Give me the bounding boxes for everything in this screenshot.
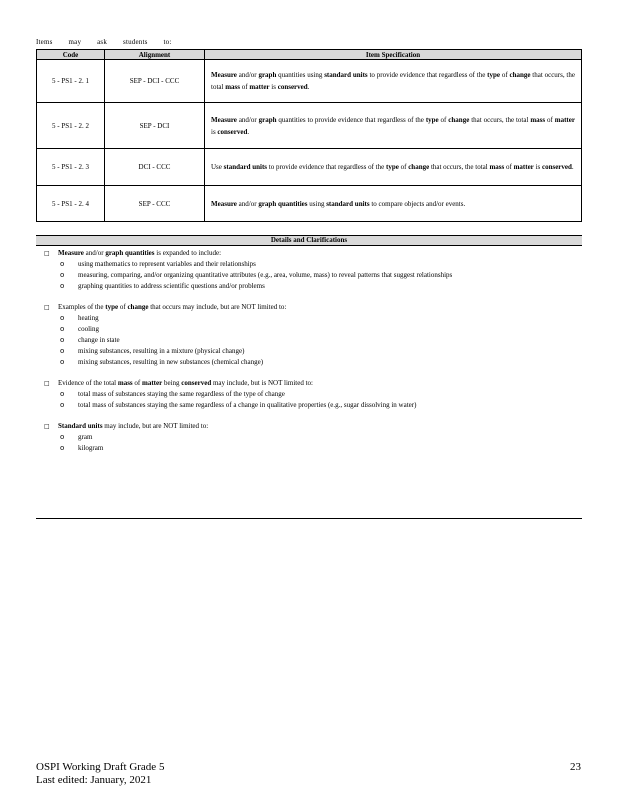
list-item [36, 389, 582, 400]
intro-word: to: [163, 38, 172, 46]
intro-word: Items [36, 38, 53, 46]
circle-bullet-icon: o [60, 433, 65, 441]
details-section [36, 421, 582, 454]
section-title [36, 378, 582, 389]
details-section [36, 248, 582, 292]
spec-cell: Measure and/or graph quantities using standard units to provide evidence that regardless of the type of change that occurs, the total mass of matter is conserved. [205, 60, 582, 103]
footer [36, 761, 164, 787]
list-item [36, 346, 582, 357]
list-item [36, 432, 582, 443]
spec-cell: Measure and/or graph quantities using standard units to compare objects and/or events. [205, 186, 582, 222]
circle-bullet-icon: o [60, 358, 65, 366]
list-item [36, 313, 582, 324]
circle-bullet-icon: o [60, 282, 65, 290]
section-title [36, 302, 582, 313]
circle-bullet-icon: o [60, 347, 65, 355]
list-item [36, 324, 582, 335]
circle-bullet-icon: o [60, 444, 65, 452]
details-section [36, 378, 582, 411]
list-item [36, 443, 582, 454]
list-item-text: change in state [78, 336, 120, 344]
intro-word: ask [97, 38, 108, 46]
list-item [36, 270, 582, 281]
list-item [36, 400, 582, 411]
square-bullet-icon: □ [44, 304, 50, 311]
circle-bullet-icon: o [60, 271, 65, 279]
code-header: Code [37, 50, 105, 60]
list-item-text: total mass of substances staying the same regardless of the type of change [78, 390, 285, 398]
intro-word: may [68, 38, 82, 46]
table-header-row [37, 50, 582, 60]
code-cell: 5 - PS1 - 2. 2 [37, 103, 105, 149]
circle-bullet-icon: o [60, 390, 65, 398]
section-title [36, 421, 582, 432]
alignment-cell: DCI - CCC [105, 149, 205, 186]
code-cell: 5 - PS1 - 2. 4 [37, 186, 105, 222]
list-item-text: kilogram [78, 444, 104, 452]
table-row [37, 103, 582, 149]
circle-bullet-icon: o [60, 336, 65, 344]
alignment-header: Alignment [105, 50, 205, 60]
spec-cell: Measure and/or graph quantities to provide evidence that regardless of the type of change that occurs, the total mass of matter is conserved. [205, 103, 582, 149]
intro-word: students [123, 38, 148, 46]
spec-cell: Use standard units to provide evidence that regardless of the type of change that occurs, the total mass of matter is conserved. [205, 149, 582, 186]
alignment-cell: SEP - DCI - CCC [105, 60, 205, 103]
code-cell: 5 - PS1 - 2. 1 [37, 60, 105, 103]
item-spec-table [36, 49, 582, 222]
section-title [36, 248, 582, 259]
section-title-text: Examples of the type of change that occurs may include, but are NOT limited to: [58, 303, 287, 311]
list-item-text: heating [78, 314, 99, 322]
divider [36, 518, 582, 519]
details-section [36, 302, 582, 368]
list-item-text: mixing substances, resulting in new substances (chemical change) [78, 358, 264, 366]
section-title-text: Evidence of the total mass of matter being conserved may include, but is NOT limited to: [58, 379, 313, 387]
intro-line [36, 38, 186, 46]
list-item [36, 357, 582, 368]
square-bullet-icon: □ [44, 380, 50, 387]
circle-bullet-icon: o [60, 325, 65, 333]
table-row [37, 186, 582, 222]
list-item-text: measuring, comparing, and/or organizing quantitative attributes (e.g., area, volume, mass) to reveal patterns that suggest relationships [78, 271, 453, 279]
alignment-cell: SEP - CCC [105, 186, 205, 222]
table-row [37, 60, 582, 103]
list-item [36, 259, 582, 270]
page-number: 23 [570, 761, 581, 773]
details-list [36, 248, 582, 464]
code-cell: 5 - PS1 - 2. 3 [37, 149, 105, 186]
table-row [37, 149, 582, 186]
circle-bullet-icon: o [60, 314, 65, 322]
footer-edited: Last edited: January, 2021 [36, 774, 152, 786]
spec-header: Item Specification [205, 50, 582, 60]
square-bullet-icon: □ [44, 423, 50, 430]
section-title-text: Standard units may include, but are NOT limited to: [58, 422, 209, 430]
list-item-text: gram [78, 433, 93, 441]
list-item-text: mixing substances, resulting in a mixture (physical change) [78, 347, 245, 355]
alignment-cell: SEP - DCI [105, 103, 205, 149]
details-header: Details and Clarifications [36, 235, 582, 246]
list-item [36, 335, 582, 346]
list-item [36, 281, 582, 292]
list-item-text: graphing quantities to address scientific questions and/or problems [78, 282, 265, 290]
circle-bullet-icon: o [60, 401, 65, 409]
section-title-text: Measure and/or graph quantities is expanded to include: [58, 249, 222, 257]
list-item-text: total mass of substances staying the same regardless of a change in qualitative properties (e.g., sugar dissolving in water) [78, 401, 417, 409]
list-item-text: using mathematics to represent variables and their relationships [78, 260, 256, 268]
square-bullet-icon: □ [44, 250, 50, 257]
footer-title: OSPI Working Draft Grade 5 [36, 761, 165, 773]
circle-bullet-icon: o [60, 260, 65, 268]
list-item-text: cooling [78, 325, 99, 333]
